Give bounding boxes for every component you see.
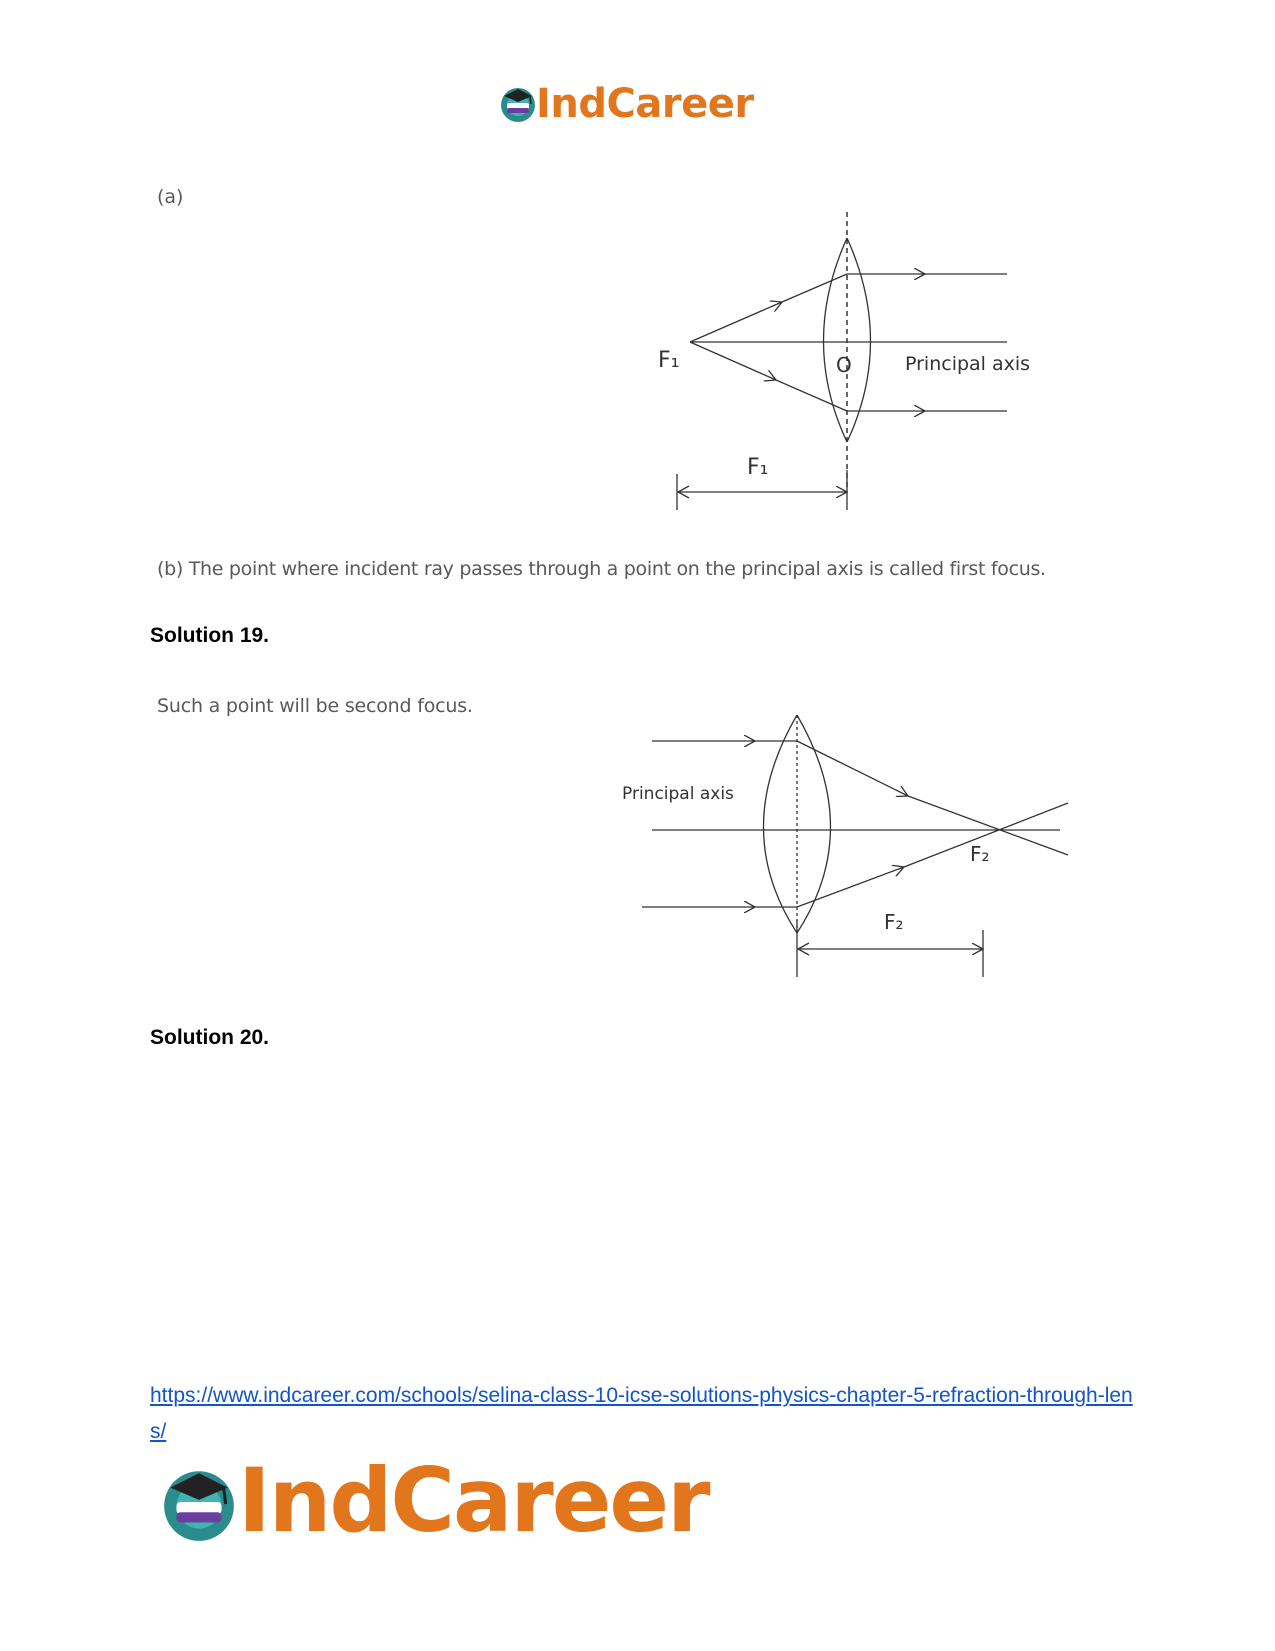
indcareer-logo-bottom bbox=[158, 1449, 718, 1552]
focal-length-label: F₁ bbox=[747, 455, 769, 480]
diagram-second-focus bbox=[600, 715, 1080, 985]
focus-label-f2: F₂ bbox=[970, 842, 990, 866]
focal-length-label: F₂ bbox=[884, 910, 904, 934]
logo-wordmark: IndCareer bbox=[536, 81, 754, 127]
part-a-label: (a) bbox=[157, 186, 184, 208]
graduation-globe-icon bbox=[158, 1463, 240, 1545]
graduation-globe-icon bbox=[498, 84, 538, 124]
part-b-text: (b) The point where incident ray passes through a point on the principal axis is called first focus. bbox=[157, 558, 1046, 580]
optical-centre-label: O bbox=[836, 353, 852, 377]
solution-19-text: Such a point will be second focus. bbox=[157, 695, 473, 717]
source-url-link[interactable]: https://www.indcareer.com/schools/selina-class-10-icse-solutions-physics-chapter-5-refraction-through-lens/ bbox=[150, 1384, 1133, 1443]
solution-20-heading: Solution 20. bbox=[150, 1026, 270, 1049]
principal-axis-label: Principal axis bbox=[622, 784, 734, 804]
logo-wordmark: IndCareer bbox=[238, 1449, 709, 1552]
solution-19-heading: Solution 19. bbox=[150, 624, 270, 647]
diagram-first-focus bbox=[640, 212, 1040, 512]
principal-axis-label: Principal axis bbox=[905, 353, 1031, 375]
focus-label-f1: F₁ bbox=[658, 348, 680, 373]
indcareer-logo-top bbox=[498, 78, 778, 130]
